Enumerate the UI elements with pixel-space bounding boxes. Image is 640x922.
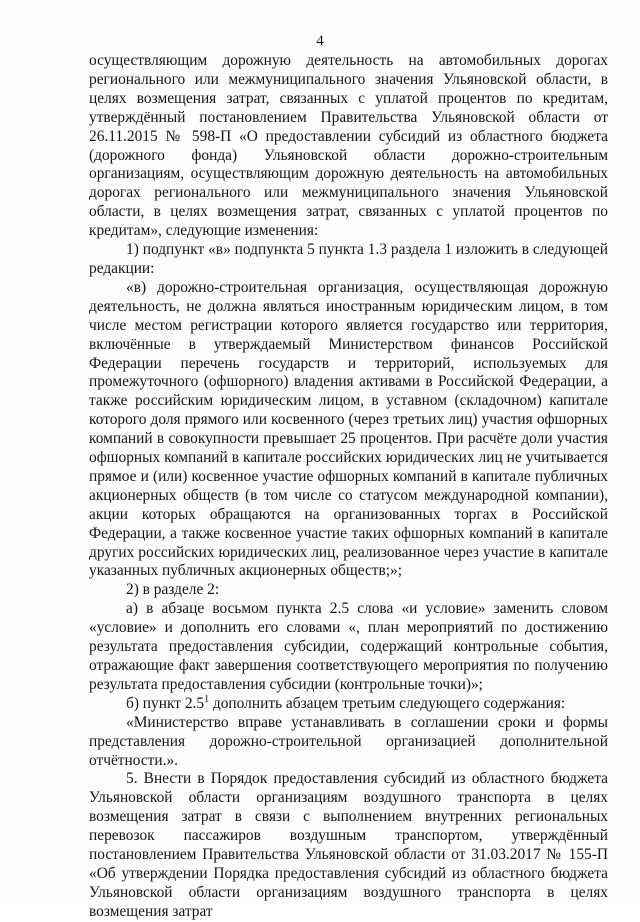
paragraph-subitem-b: [89, 695, 608, 714]
paragraph-item-5: 5. Внести в Порядок предоставления субсидий из областного бюджета Ульяновской области организациям воздушного транспорта в целях возмещения затрат в связи с выполнением внутренних региональных перевозок пассажиров воздушным транспортом, утверждённый постановлением Правительства Ульяновской области от 31.03.2017 № 155-П «Об утверждении Порядка предоставления субсидий из областного бюджета Ульяновской области организациям воздушного транспорта в целях возмещения затрат: [89, 770, 608, 920]
subitem-b-text-after: дополнить абзацем третьим следующего содержания:: [209, 694, 566, 712]
subitem-b-text-before: б) пункт 2.5: [126, 694, 205, 712]
paragraph-item-1: 1) подпункт «в» подпункта 5 пункта 1.3 раздела 1 изложить в следующей редакции:: [89, 241, 608, 277]
page-number: 4: [316, 33, 324, 49]
paragraph-subitem-a: а) в абзаце восьмом пункта 2.5 слова «и условие» заменить словом «условие» и дополнить его словами «, план мероприятий по достижению результата предоставления субсидии, содержащий контрольные события, отражающие факт завершения соответствующего мероприятия по получению результата предоставления субсидии (контрольные точки)»;: [89, 600, 608, 693]
paragraph-new-abzac: «Министерство вправе устанавливать в соглашении сроки и формы представления дорожно-строительной организацией дополнительной отчётности.».: [89, 713, 608, 769]
paragraph-item-2: 2) в разделе 2:: [126, 581, 220, 599]
document-body: [89, 52, 608, 922]
paragraph-intro-continuation: осуществляющим дорожную деятельность на автомобильных дорогах регионального или межмуниципального значения Ульяновской области, в целях возмещения затрат, связанных с уплатой процентов по кредитам, утверждённый постановлением Правительства Ульяновской области от 26.11.2015 № 598-П «О предоставлении субсидий из областного бюджета (дорожного фонда) Ульяновской области дорожно-строительным организациям, осуществляющим дорожную деятельность на автомобильных дорогах регионального или межмуниципального значения Ульяновской области, в целях возмещения затрат, связанных с уплатой процентов по кредитам», следующие изменения:: [89, 52, 608, 240]
superscript-index: 1: [204, 693, 210, 705]
paragraph-new-subitem-v: «в) дорожно-строительная организация, осуществляющая дорожную деятельность, не должна являться иностранным юридическим лицом, в том числе местом регистрации которого является государство или территория, включённые в утверждаемый Министерством финансов Российской Федерации перечень государств и территорий, используемых для промежуточного (офшорного) владения активами в Российской Федерации, а также российским юридическим лицом, в уставном (складочном) капитале которого доля прямого или косвенного (через третьих лиц) участия офшорных компаний в совокупности превышает 25 процентов. При расчёте доли участия офшорных компаний в капитале российских юридических лиц не учитывается прямое и (или) косвенное участие офшорных компаний в капитале публичных акционерных обществ (в том числе со статусом международной компании), акции которых обращаются на организованных торгах в Российской Федерации, а также косвенное участие таких офшорных компаний в капитале других российских юридических лиц, реализованное через участие в капитале указанных публичных акционерных обществ;»;: [89, 278, 608, 580]
